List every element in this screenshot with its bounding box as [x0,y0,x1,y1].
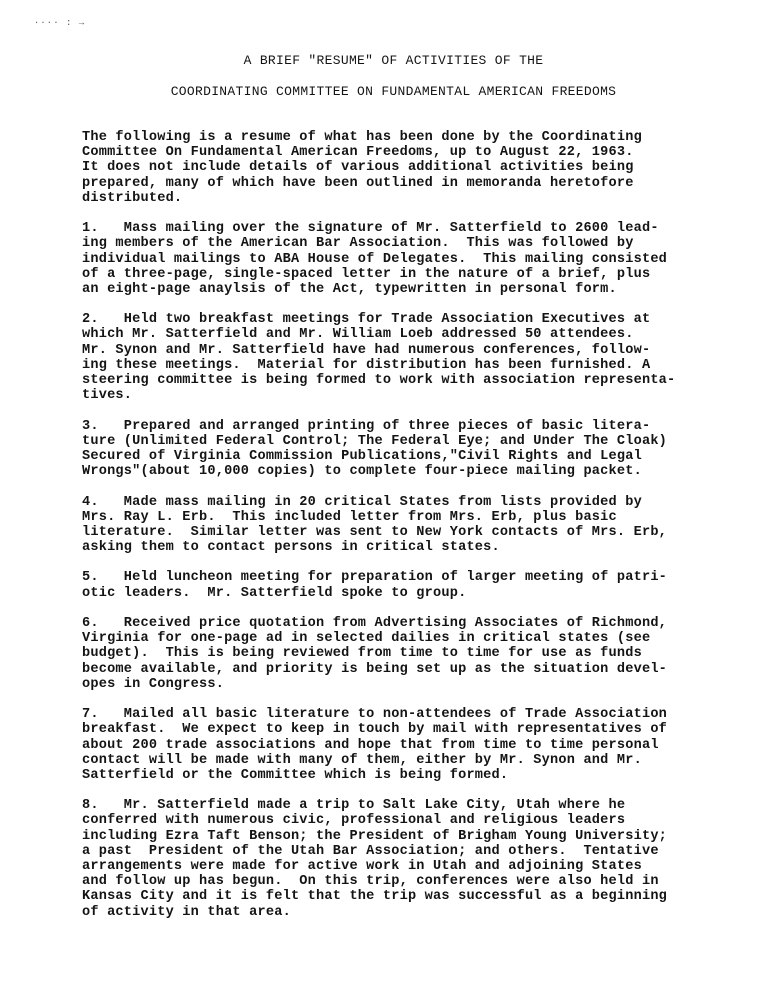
text-line: and follow up has begun. On this trip, conferences were also held in [82,874,659,890]
text-line: Secured of Virginia Commission Publications,"Civil Rights and Legal [82,448,642,464]
text-line: arrangements were made for active work in Utah and adjoining States [82,859,642,874]
text-line: 3. Prepared and arranged printing of three pieces of basic litera- [82,418,651,434]
text-line: of a three-page, single-spaced letter in the nature of a brief, plus [82,266,651,282]
text-line: 7. Mailed all basic literature to non-attendees of Trade Association [82,707,668,723]
text-line: which Mr. Satterfield and Mr. William Loeb addressed 50 attendees. [82,327,634,343]
activity-item-1 [82,221,722,297]
text-line: Kansas City and it is felt that the trip was successful as a beginning [82,889,668,905]
text-line: about 200 trade associations and hope that from time to time personal [82,737,659,753]
text-line: Mr. Synon and Mr. Satterfield have had numerous conferences, follow- [82,342,651,358]
text-line: The following is a resume of what has been done by the Coordinating [82,130,642,145]
activity-item-6 [82,616,722,692]
text-line: including Ezra Taft Benson; the President of Brigham Young University; [82,828,668,844]
text-line: Virginia for one-page ad in selected dailies in critical states (see [82,631,651,647]
text-line: ing members of the American Bar Association. This was followed by [82,236,634,252]
text-line: of activity in that area. [82,904,291,920]
text-line: steering committee is being formed to work with association representa- [82,373,676,388]
text-line: prepared, many of which have been outlined in memoranda heretofore [82,175,634,191]
activity-item-5 [82,570,722,600]
text-line: It does not include details of various additional activities being [82,160,634,176]
text-line: 5. Held luncheon meeting for preparation of larger meeting of patri- [82,570,668,586]
text-line: individual mailings to ABA House of Delegates. This mailing consisted [82,251,668,267]
text-line: otic leaders. Mr. Satterfield spoke to group. [82,585,467,601]
text-line: conferred with numerous civic, professional and religious leaders [82,813,626,829]
text-line: opes in Congress. [82,676,225,692]
text-line: tives. [82,388,133,404]
activity-item-3 [82,419,722,480]
document-title-line-2: COORDINATING COMMITTEE ON FUNDAMENTAL AMERICAN FREEDOMS [170,84,617,99]
text-line: 4. Made mass mailing in 20 critical States from lists provided by [82,494,642,510]
text-line: literature. Similar letter was sent to New York contacts of Mrs. Erb, [82,524,668,540]
text-line: Committee On Fundamental American Freedoms, up to August 22, 1963. [82,145,634,161]
activity-item-2 [82,312,722,403]
text-line: 8. Mr. Satterfield made a trip to Salt Lake City, Utah where he [82,798,626,814]
activity-item-4 [82,495,722,556]
text-line: Satterfield or the Committee which is being formed. [82,767,509,783]
text-line: Wrongs"(about 10,000 copies) to complete four-piece mailing packet. [82,464,642,480]
text-line: 2. Held two breakfast meetings for Trade Association Executives at [82,312,651,328]
document-title-line-1: A BRIEF "RESUME" OF ACTIVITIES OF THE [243,53,544,68]
text-line: a past President of the Utah Bar Association; and others. Tentative [82,843,659,859]
document-body [82,130,722,935]
text-line: become available, and priority is being set up as the situation devel- [82,661,668,677]
text-line: 1. Mass mailing over the signature of Mr. Satterfield to 2600 lead- [82,221,659,237]
text-line: Mrs. Ray L. Erb. This included letter from Mrs. Erb, plus basic [82,509,617,525]
text-line: breakfast. We expect to keep in touch by mail with representatives of [82,722,668,738]
text-line: contact will be made with many of them, either by Mr. Synon and Mr. [82,752,642,768]
text-line: asking them to contact persons in critical states. [82,540,500,556]
text-line: 6. Received price quotation from Advertising Associates of Richmond, [82,616,668,631]
text-line: ture (Unlimited Federal Control; The Federal Eye; and Under The Cloak) [82,433,668,449]
intro-paragraph [82,130,722,206]
activity-item-8 [82,798,722,920]
activity-item-7 [82,707,722,783]
text-line: distributed. [82,190,183,206]
text-line: budget). This is being reviewed from time to time for use as funds [82,646,642,662]
corner-mark: ∙∙∙· : → [34,18,86,28]
text-line: an eight-page anaylsis of the Act, typewritten in personal form. [82,281,617,297]
text-line: ing these meetings. Material for distribution has been furnished. A [82,357,651,373]
